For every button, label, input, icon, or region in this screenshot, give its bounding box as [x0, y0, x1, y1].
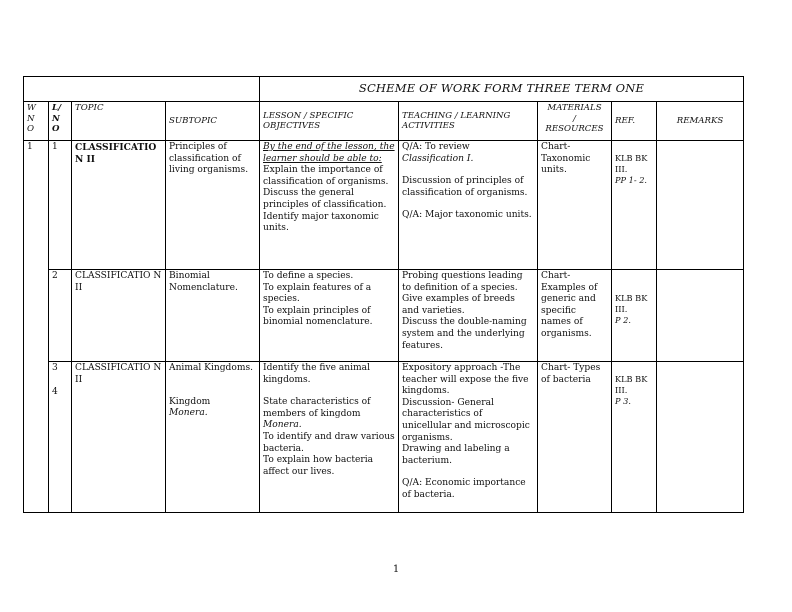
- subtopic-cell: Principles of classification of living organisms.: [166, 141, 260, 270]
- subtopic-cell: [166, 362, 260, 513]
- header-activities: TEACHING / LEARNING ACTIVITIES: [399, 102, 538, 141]
- remarks-cell: [657, 141, 744, 270]
- remarks-cell: [657, 362, 744, 513]
- subtopic-item: Monera.: [169, 408, 208, 419]
- header-objectives: LESSON / SPECIFIC OBJECTIVES: [260, 102, 399, 141]
- activity-item: Probing questions leading to definition of a species.: [402, 271, 523, 293]
- header-week: W N O: [24, 102, 49, 141]
- activities-cell: [399, 362, 538, 513]
- activities-cell: [399, 270, 538, 362]
- lesson-no-cell: 1: [49, 141, 72, 270]
- header-row: [24, 102, 744, 141]
- activity-item: Expository approach -The teacher will expose the five kingdoms.: [402, 363, 529, 397]
- header-topic: TOPIC: [72, 102, 166, 141]
- materials-cell: Chart- Taxonomic units.: [538, 141, 612, 270]
- page-number: 1: [392, 564, 400, 575]
- activity-item: Q/A: Major taxonomic units.: [402, 210, 532, 221]
- objective-item: To define a species.: [263, 271, 354, 281]
- objective-item: Identify the five animal kingdoms.: [263, 363, 371, 385]
- ref-cell: [612, 362, 657, 513]
- activity-item: Q/A: Economic importance of bacteria.: [402, 478, 526, 500]
- objectives-cell: [260, 141, 399, 270]
- activity-item: Discussion- General characteristics of unicellular and microscopic organisms.: [402, 397, 530, 443]
- activity-item: Classification I.: [402, 153, 474, 164]
- lesson-no: 4: [52, 386, 58, 397]
- objective-item: Explain the importance of classification of organisms.: [263, 165, 389, 187]
- subtopic-item: Kingdom: [169, 396, 211, 407]
- ref-book: KLB BK III.: [615, 374, 648, 395]
- title-blank-cell: [24, 77, 260, 102]
- table-row: [24, 362, 744, 513]
- activity-item: Q/A: To review: [402, 142, 470, 152]
- activity-item: Drawing and labeling a bacterium.: [402, 444, 510, 466]
- objective-item: Monera.: [263, 420, 302, 431]
- objectives-intro: By the end of the lesson, the learner should be able to:: [263, 142, 395, 164]
- header-materials: MATERIALS / RESOURCES: [538, 102, 612, 141]
- table-row: [24, 270, 744, 362]
- topic-cell: CLASSIFICATIO N II: [72, 362, 166, 513]
- activity-item: Discuss the double-naming system and the underlying features.: [402, 317, 527, 351]
- ref-book: KLB BK III.: [615, 153, 648, 174]
- materials-cell: Chart- Examples of generic and specific names of organisms.: [538, 270, 612, 362]
- objectives-cell: [260, 362, 399, 513]
- week-cell: [24, 270, 49, 362]
- objective-item: To explain features of a species.: [263, 282, 372, 305]
- header-lesson-no: L/ N O: [49, 102, 72, 141]
- scheme-of-work-table: [23, 76, 744, 513]
- remarks-cell: [657, 270, 744, 362]
- ref-cell: [612, 270, 657, 362]
- table-row: [24, 141, 744, 270]
- objective-item: Discuss the general principles of classification.: [263, 188, 387, 210]
- topic-cell: CLASSIFICATIO N II: [72, 141, 166, 270]
- week-cell: [24, 362, 49, 513]
- ref-pages: P 3.: [615, 395, 631, 406]
- header-subtopic: SUBTOPIC: [166, 102, 260, 141]
- objectives-cell: [260, 270, 399, 362]
- lesson-no-cell: 2: [49, 270, 72, 362]
- ref-book: KLB BK III.: [615, 293, 648, 314]
- ref-pages: P 2.: [615, 314, 631, 325]
- topic-cell: CLASSIFICATIO N II: [72, 270, 166, 362]
- objective-item: Identify major taxonomic units.: [263, 211, 379, 234]
- activities-cell: [399, 141, 538, 270]
- document-title: SCHEME OF WORK FORM THREE TERM ONE: [260, 77, 744, 102]
- ref-cell: [612, 141, 657, 270]
- lesson-no: 3: [52, 363, 58, 373]
- lesson-no-cell: [49, 362, 72, 513]
- ref-pages: PP 1- 2.: [615, 174, 648, 185]
- activity-item: Discussion of principles of classification of organisms.: [402, 176, 528, 198]
- subtopic-cell: Binomial Nomenclature.: [166, 270, 260, 362]
- header-remarks: REMARKS: [657, 102, 744, 141]
- title-row: [24, 77, 744, 102]
- week-cell: 1: [24, 141, 49, 270]
- objective-item: To explain principles of binomial nomenclature.: [263, 305, 373, 328]
- header-ref: REF.: [612, 102, 657, 141]
- objective-item: State characteristics of members of kingdom: [263, 397, 371, 419]
- objective-item: To explain how bacteria affect our lives.: [263, 455, 374, 477]
- subtopic-item: Animal Kingdoms.: [169, 363, 254, 373]
- activity-item: Give examples of breeds and varieties.: [402, 294, 515, 316]
- materials-cell: Chart- Types of bacteria: [538, 362, 612, 513]
- objective-item: To identify and draw various bacteria.: [263, 431, 395, 454]
